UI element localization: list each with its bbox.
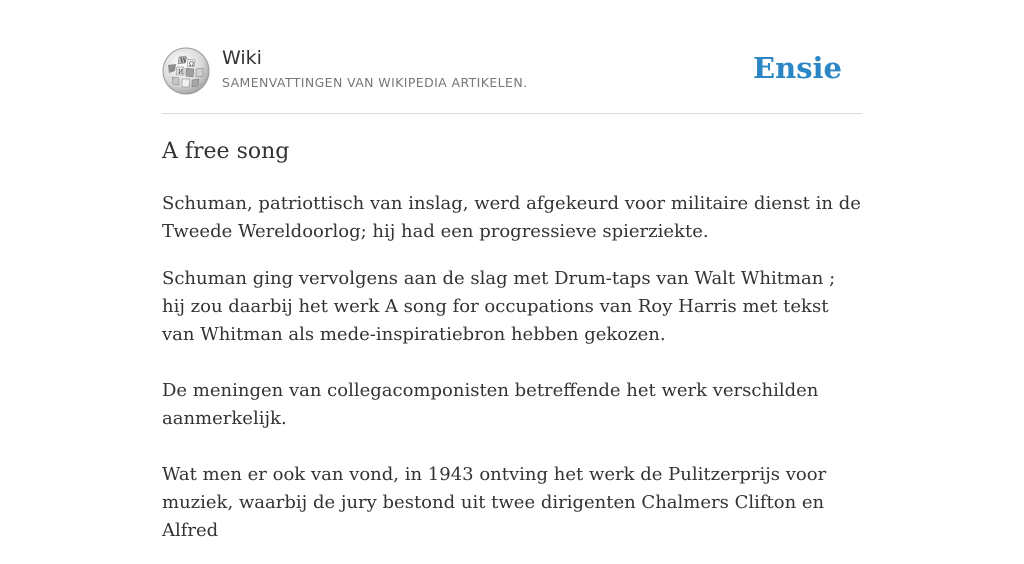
site-tagline: SAMENVATTINGEN VAN WIKIPEDIA ARTIKELEN. — [222, 75, 528, 90]
svg-text:W: W — [180, 57, 188, 65]
site-header — [162, 0, 862, 114]
article-paragraph: Wat men er ook van vond, in 1943 ontving het werk de Pulitzerprijs voor muziek, waarbij de jury bestond uit twee dirigenten Chalmers Clifton en Alfred — [162, 464, 827, 541]
article-paragraph: Schuman ging vervolgens aan de slag met Drum-taps van Walt Whitman ; hij zou daarbij het werk A song for occupations van Roy Harris met tekst van Whitman als mede-inspiratiebron hebben gekozen. — [162, 268, 836, 345]
article-paragraph: Schuman, patriottisch van inslag, werd afgekeurd voor militaire dienst in de Tweede Wereldoorlog; hij had een progressieve spierziekte. — [162, 193, 861, 242]
content-column — [162, 0, 862, 541]
svg-text:Ω: Ω — [189, 61, 194, 68]
svg-text:И: И — [178, 69, 184, 76]
article-title: A free song — [162, 139, 290, 164]
site-name[interactable]: Wiki — [222, 47, 262, 69]
article-body — [162, 190, 862, 564]
article-paragraph: De meningen van collegacomponisten betreffende het werk verschilden aanmerkelijk. — [162, 380, 819, 429]
wikipedia-globe-icon[interactable] — [162, 47, 210, 95]
brand-logo-text[interactable]: Ensie — [753, 51, 842, 85]
